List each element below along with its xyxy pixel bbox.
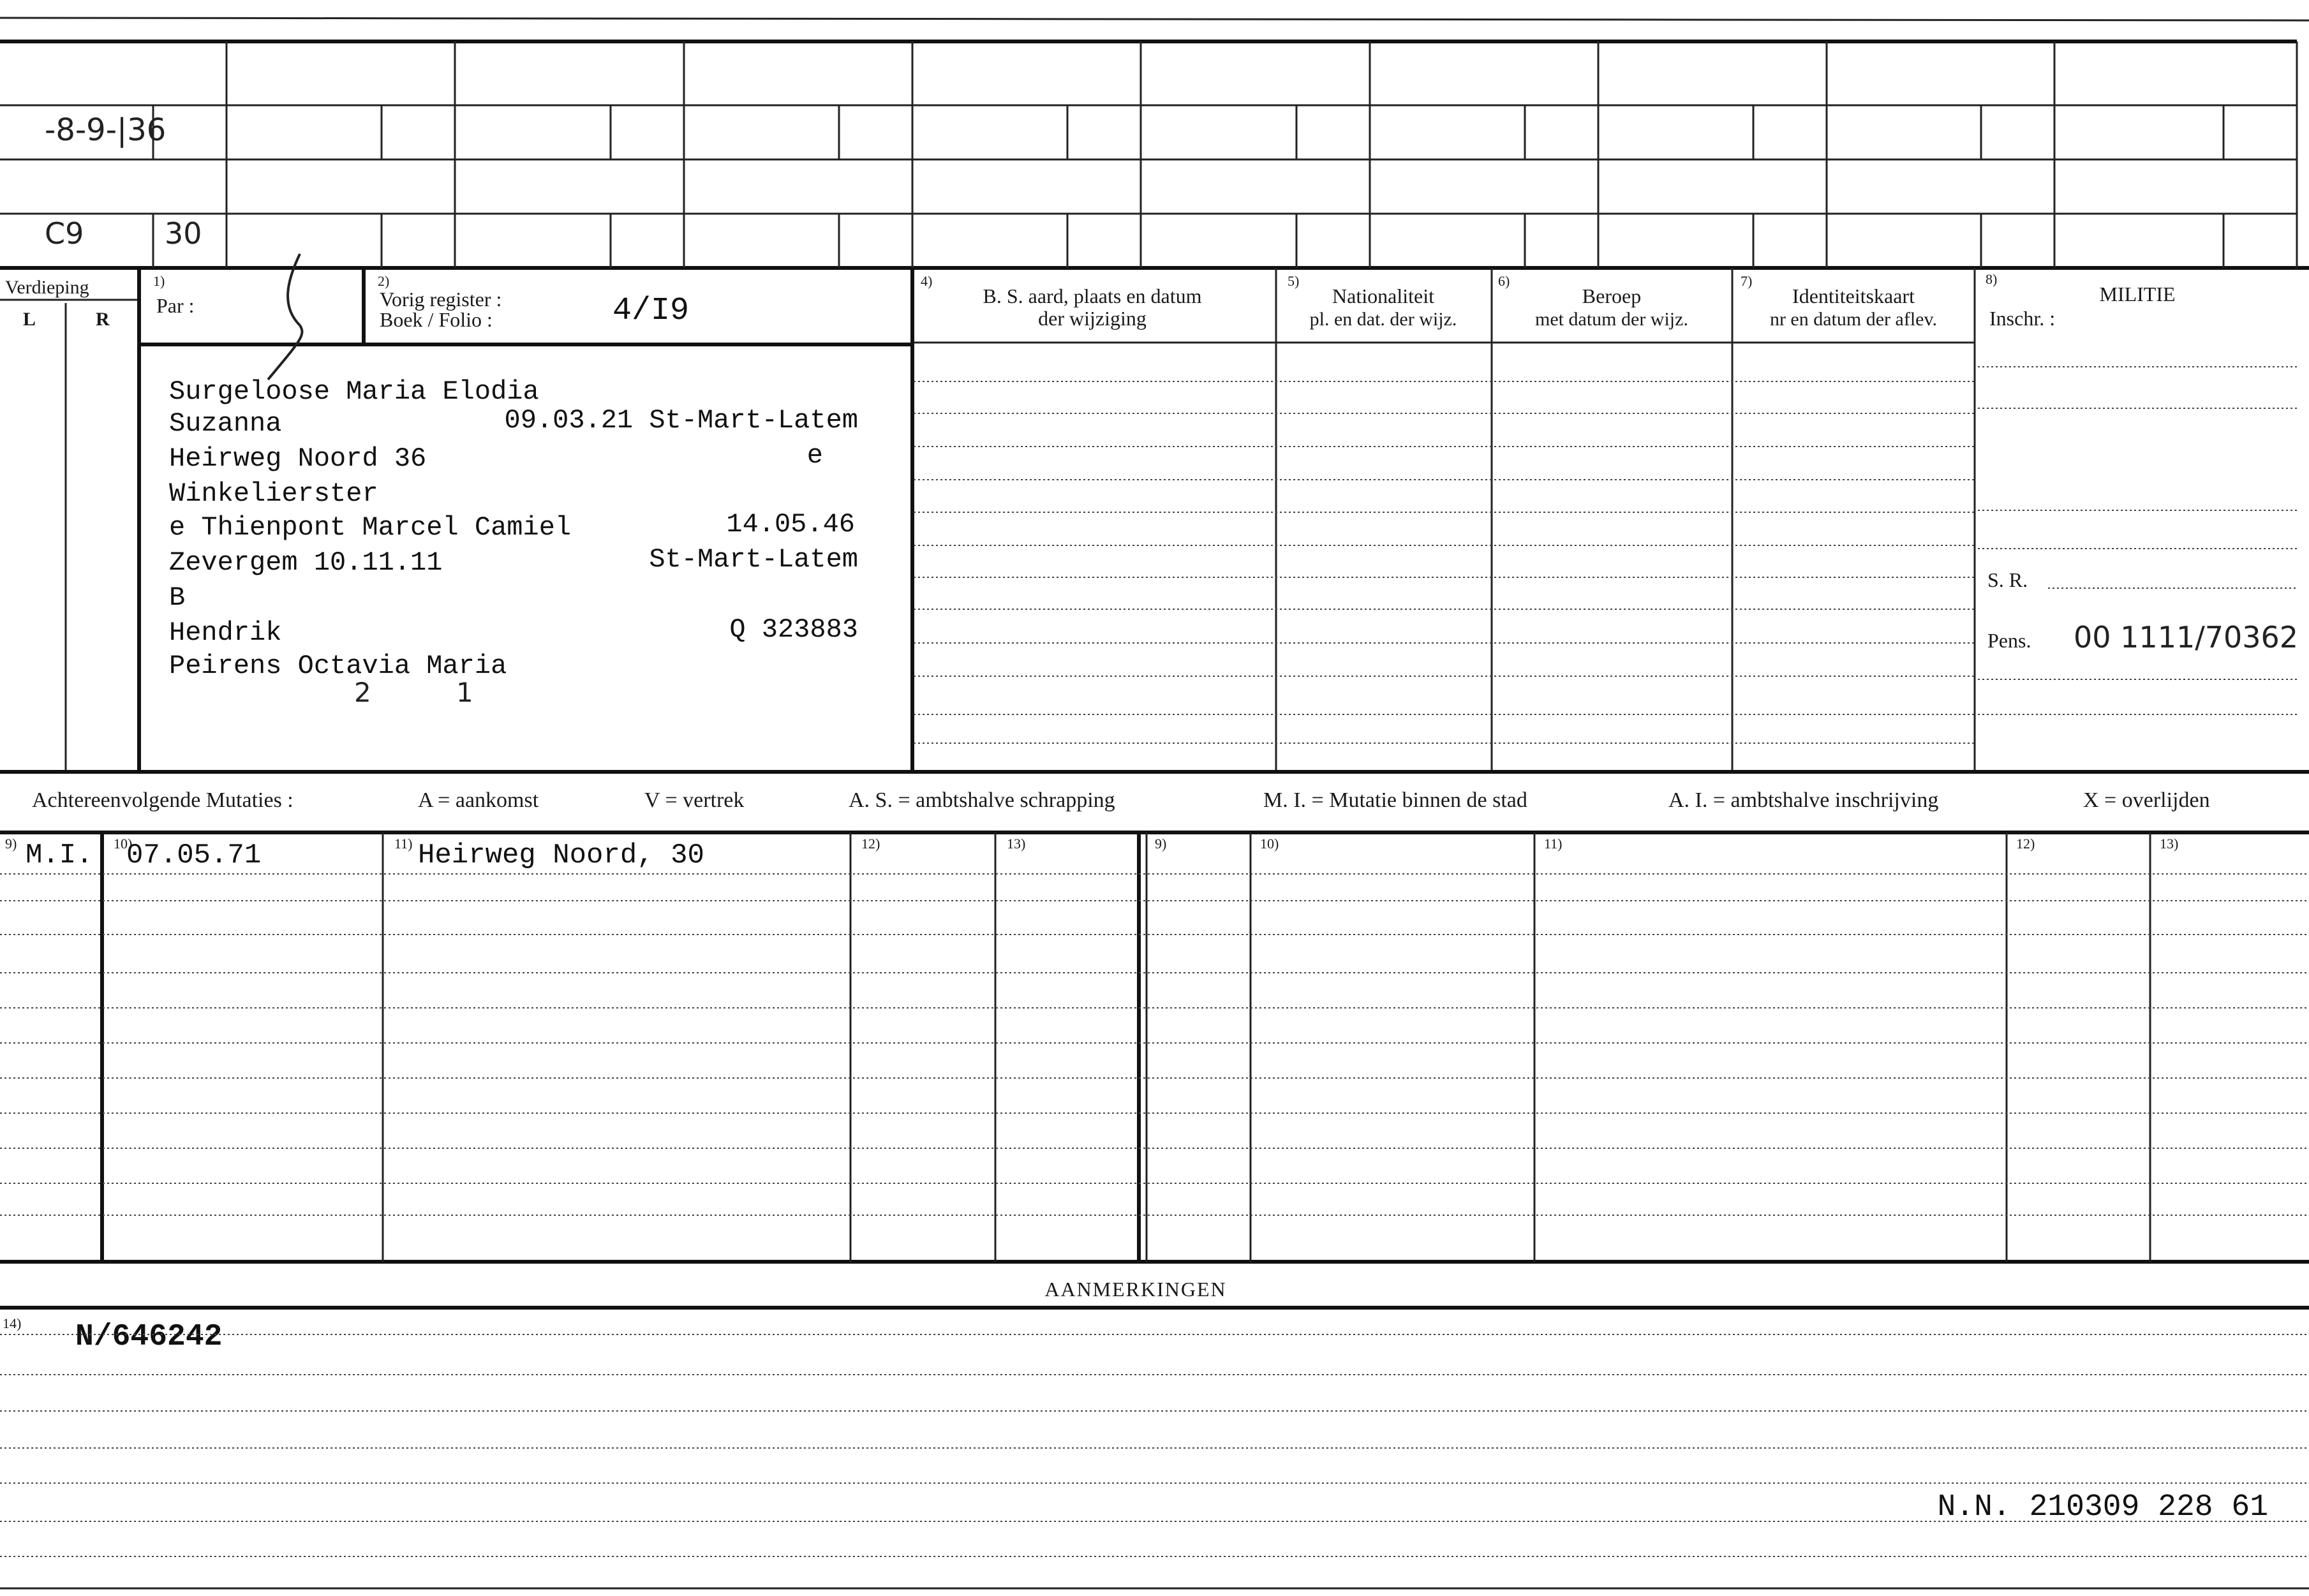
mutaties-legend xyxy=(0,772,2309,812)
col-number-1: 1) xyxy=(153,273,165,289)
remarks-title: AANMERKINGEN xyxy=(1044,1278,1227,1301)
mutation-address: Heirweg Noord, 30 xyxy=(418,839,704,871)
mutaties-title: Achtereenvolgende Mutaties : xyxy=(32,788,293,812)
par-label: Par : xyxy=(156,294,195,317)
pens-number: 00 1111/70362 xyxy=(2074,620,2299,654)
bs-header-line1: B. S. aard, plaats en datum xyxy=(983,284,1202,307)
person-line-8-right: Q 323883 xyxy=(729,614,858,645)
par-handwritten-mark xyxy=(268,254,302,380)
person-line-6-right: St-Mart-Latem xyxy=(649,544,858,575)
mut-col-12: 12) xyxy=(861,836,880,852)
mutation-type: M.I. xyxy=(26,839,93,871)
sr-label: S. R. xyxy=(1987,568,2028,591)
mut-col-11: 11) xyxy=(394,836,413,852)
person-line-9: Peirens Octavia Maria xyxy=(169,651,507,681)
person-hand-1: 1 xyxy=(456,677,473,708)
remarks-value: N/646242 xyxy=(75,1320,223,1354)
person-hand-2: 2 xyxy=(354,677,371,708)
person-line-4: Winkelierster xyxy=(169,478,378,509)
person-line-2-right: 09.03.21 St-Mart-Latem xyxy=(504,405,858,436)
col-number-4: 4) xyxy=(921,273,933,289)
remarks-number: 14) xyxy=(3,1315,22,1331)
mut-col-9: 9) xyxy=(5,836,17,852)
mutation-date: 07.05.71 xyxy=(126,839,262,871)
legend-v: V = vertrek xyxy=(644,788,745,812)
legend-mi: M. I. = Mutatie binnen de stad xyxy=(1263,788,1527,812)
bs-header-line2: der wijziging xyxy=(1038,307,1147,330)
person-line-5-right: 14.05.46 xyxy=(726,509,855,540)
col-number-6: 6) xyxy=(1498,273,1510,289)
col-number-2: 2) xyxy=(378,273,390,289)
detail-guide-lines xyxy=(914,367,2297,743)
beroep-header-line2: met datum der wijz. xyxy=(1535,309,1688,330)
person-block xyxy=(169,376,858,708)
legend-a: A = aankomst xyxy=(418,788,539,812)
mut-col-9b: 9) xyxy=(1155,836,1167,852)
vorig-register-label: Vorig register : xyxy=(380,288,502,311)
id-header-line2: nr en datum der aflev. xyxy=(1769,309,1938,330)
pens-label: Pens. xyxy=(1987,629,2031,652)
mut-col-13b: 13) xyxy=(2160,836,2179,852)
person-line-6: Zevergem 10.11.11 xyxy=(169,547,443,578)
person-line-7: B xyxy=(169,582,186,613)
mutaties-table xyxy=(0,832,2309,1262)
mut-col-10b: 10) xyxy=(1260,836,1279,852)
beroep-header-line1: Beroep xyxy=(1582,284,1642,307)
mut-col-11b: 11) xyxy=(1544,836,1563,852)
top-date: -8-9-|36 xyxy=(45,112,167,148)
col-number-8: 8) xyxy=(1986,271,1998,287)
person-line-1: Surgeloose Maria Elodia xyxy=(169,376,539,407)
nat-header-line1: Nationaliteit xyxy=(1332,284,1434,307)
person-line-8: Hendrik xyxy=(169,617,282,648)
mut-col-12b: 12) xyxy=(2016,836,2035,852)
boek-folio-value: 4/I9 xyxy=(613,293,690,329)
legend-ai: A. I. = ambtshalve inschrijving xyxy=(1668,788,1939,812)
verdieping-label: Verdieping xyxy=(5,277,89,298)
floor-l-label: L xyxy=(23,309,36,330)
nn-number: N.N. 210309 228 61 xyxy=(1937,1490,2268,1525)
militie-header: MILITIE xyxy=(2099,283,2176,306)
mut-col-10: 10) xyxy=(114,836,133,852)
person-line-2: Suzanna xyxy=(169,408,282,439)
inschr-label: Inschr. : xyxy=(1989,307,2056,330)
col-number-5: 5) xyxy=(1288,273,1300,289)
top-code-a: C9 xyxy=(45,216,84,251)
nat-header-line2: pl. en dat. der wijz. xyxy=(1309,309,1457,330)
col-number-7: 7) xyxy=(1741,273,1753,289)
legend-x: X = overlijden xyxy=(2083,788,2210,812)
top-grid xyxy=(0,18,2309,268)
boek-folio-label: Boek / Folio : xyxy=(380,308,493,331)
person-line-5: e Thienpont Marcel Camiel xyxy=(169,512,572,543)
person-line-3: Heirweg Noord 36 xyxy=(169,443,427,474)
legend-as: A. S. = ambtshalve schrapping xyxy=(849,788,1115,812)
top-code-b: 30 xyxy=(165,216,202,251)
remarks-section xyxy=(0,1278,2309,1588)
person-line-3-right: e xyxy=(806,440,823,471)
mut-col-13: 13) xyxy=(1007,836,1026,852)
id-header-line1: Identiteitskaart xyxy=(1792,284,1915,307)
floor-r-label: R xyxy=(96,309,110,330)
